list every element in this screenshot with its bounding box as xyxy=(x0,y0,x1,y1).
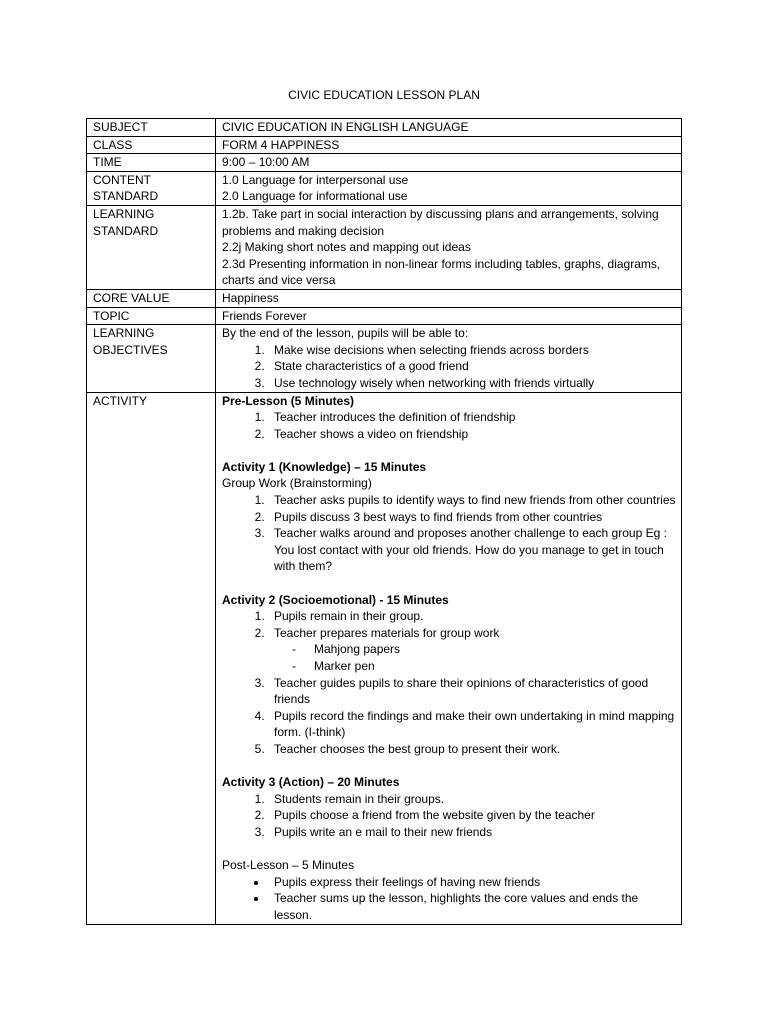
table-row xyxy=(87,136,682,154)
standard-line: 1.0 Language for interpersonal use xyxy=(222,172,409,187)
row-label: TIME xyxy=(87,154,216,172)
activity-3-list xyxy=(222,791,677,841)
row-value: 9:00 – 10:00 AM xyxy=(216,154,682,172)
standard-line: 2.0 Language for informational use xyxy=(222,189,408,204)
row-label: ACTIVITY xyxy=(87,392,216,924)
standard-line: 1.2b. Take part in social interaction by discussing plans and arrangements, solving problems and making decision xyxy=(222,206,659,238)
table-row xyxy=(87,119,682,137)
list-item: 2. Teacher shows a video on friendship xyxy=(268,426,677,443)
list-item: • Pupils express their feelings of having new friends xyxy=(268,874,677,891)
row-value xyxy=(216,392,682,924)
list-item: 3. Teacher walks around and proposes another challenge to each group Eg : You lost contact with your old friends. How do you manage to get in touch with them? xyxy=(268,525,677,575)
row-value: CIVIC EDUCATION IN ENGLISH LANGUAGE xyxy=(216,119,682,137)
section-heading: Pre-Lesson (5 Minutes) xyxy=(222,393,355,408)
list-item-text: Teacher prepares materials for group work xyxy=(274,625,500,640)
row-label: CONTENT STANDARD xyxy=(87,171,216,205)
row-label: SUBJECT xyxy=(87,119,216,137)
list-item: 4. Pupils record the findings and make their own undertaking in mind mapping form. (I-think) xyxy=(268,708,677,741)
row-label: LEARNING OBJECTIVES xyxy=(87,325,216,392)
list-item: 3. Use technology wisely when networking with friends virtually xyxy=(268,375,677,392)
activity-2-list xyxy=(222,608,677,757)
row-value xyxy=(216,205,682,289)
standard-line: 2.2j Making short notes and mapping out ideas xyxy=(222,240,471,255)
section-heading: Activity 2 (Socioemotional) - 15 Minutes xyxy=(222,592,449,607)
section-heading: Activity 3 (Action) – 20 Minutes xyxy=(222,775,400,790)
list-item: 2. Pupils choose a friend from the website given by the teacher xyxy=(268,807,677,824)
list-item: 2. Pupils discuss 3 best ways to find friends from other countries xyxy=(268,509,677,526)
list-item: 2. State characteristics of a good friend xyxy=(268,358,677,375)
row-label: CORE VALUE xyxy=(87,289,216,307)
row-value: Happiness xyxy=(216,289,682,307)
table-row xyxy=(87,392,682,924)
list-item: 5. Teacher chooses the best group to present their work. xyxy=(268,741,677,758)
list-item: 3. Pupils write an e mail to their new friends xyxy=(268,824,677,841)
page-title: CIVIC EDUCATION LESSON PLAN xyxy=(288,88,480,102)
list-item: 1. Make wise decisions when selecting friends across borders xyxy=(268,342,677,359)
list-item: 3. Teacher guides pupils to share their opinions of characteristics of good friends xyxy=(268,675,677,708)
table-row xyxy=(87,171,682,205)
row-value xyxy=(216,325,682,392)
list-item: 1. Teacher introduces the definition of friendship xyxy=(268,409,677,426)
pre-lesson-list xyxy=(222,409,677,442)
activity-1-list xyxy=(222,492,677,575)
list-item: 1. Students remain in their groups. xyxy=(268,791,677,808)
row-label: CLASS xyxy=(87,136,216,154)
row-label: TOPIC xyxy=(87,307,216,325)
table-row xyxy=(87,289,682,307)
section-subheading: Group Work (Brainstorming) xyxy=(222,476,372,491)
list-item: • Teacher sums up the lesson, highlights the core values and ends the lesson. xyxy=(268,890,677,923)
material-item: - Marker pen xyxy=(292,658,677,675)
table-row xyxy=(87,154,682,172)
list-item xyxy=(268,625,677,675)
row-value xyxy=(216,171,682,205)
section-heading: Post-Lesson – 5 Minutes xyxy=(222,858,355,873)
post-lesson-list xyxy=(222,874,677,924)
lesson-plan-table xyxy=(86,118,682,925)
section-heading: Activity 1 (Knowledge) – 15 Minutes xyxy=(222,459,427,474)
standard-line: 2.3d Presenting information in non-linear forms including tables, graphs, diagrams, charts and vice versa xyxy=(222,256,661,288)
table-row xyxy=(87,205,682,289)
material-item: - Mahjong papers xyxy=(292,641,677,658)
row-value: FORM 4 HAPPINESS xyxy=(216,136,682,154)
objectives-intro: By the end of the lesson, pupils will be able to: xyxy=(222,326,469,341)
row-label: LEARNING STANDARD xyxy=(87,205,216,289)
list-item: 1. Pupils remain in their group. xyxy=(268,608,677,625)
table-row xyxy=(87,325,682,392)
row-value: Friends Forever xyxy=(216,307,682,325)
materials-list xyxy=(274,641,677,674)
table-row xyxy=(87,307,682,325)
objectives-list xyxy=(222,342,677,392)
list-item: 1. Teacher asks pupils to identify ways to find new friends from other countries xyxy=(268,492,677,509)
